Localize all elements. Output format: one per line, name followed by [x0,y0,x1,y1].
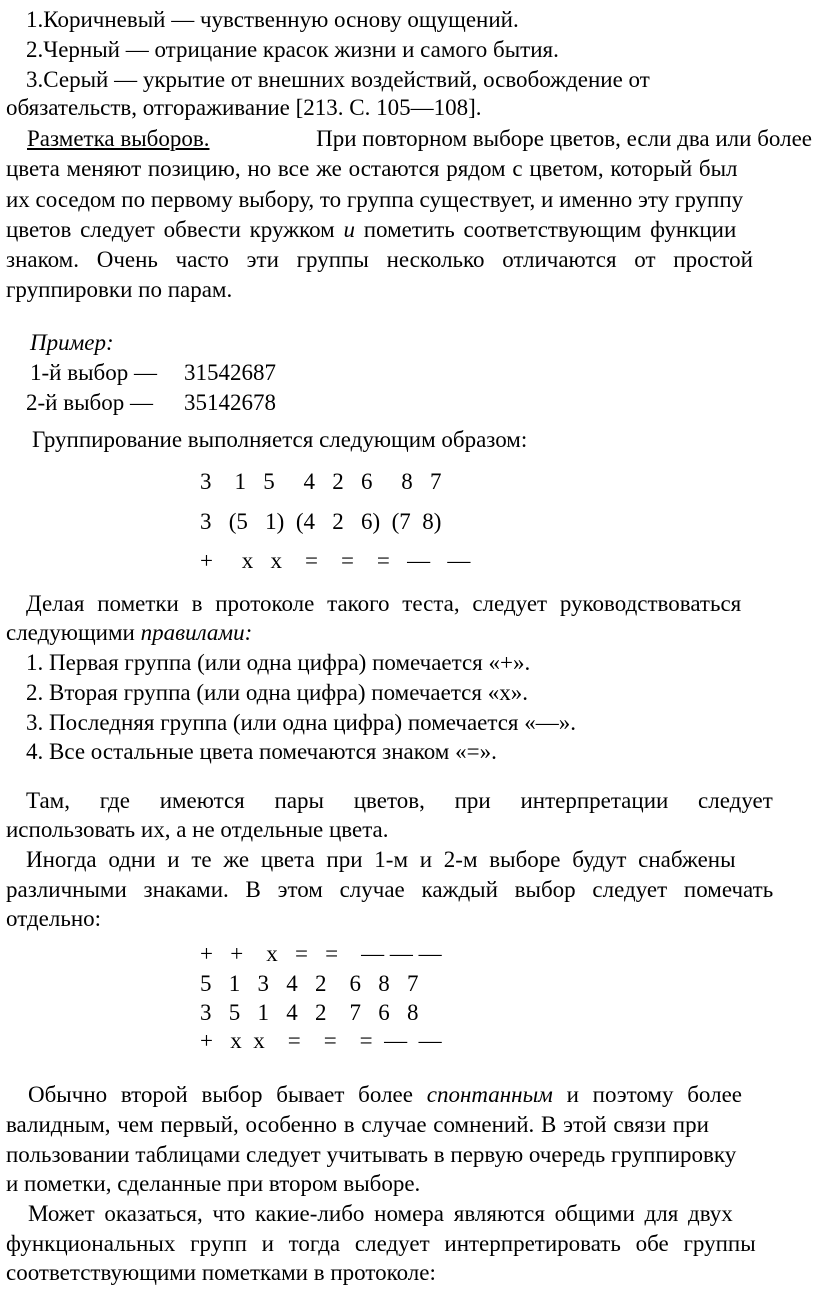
paragraph-text: следующими [6,620,135,645]
paragraph-text: цветов следует обвести кружком [6,217,335,242]
paragraph-text: и поэтому более [566,1082,743,1107]
grouping-intro: Группирование выполняется следующим образом: [32,427,528,452]
list-item-continuation: обязательств, отгораживание [213. С. 105—108]. [6,95,482,120]
rule-number: 4. [26,739,44,764]
paragraph-text: При повторном выборе цветов, если два или более [316,126,812,151]
choice-2-value: 35142678 [184,390,276,415]
list-text: Коричневый — чувственную основу ощущений. [43,7,519,32]
paragraph-text: Обычно второй выбор бывает более [28,1082,413,1107]
paragraph-text: пометить соответствующим функции [363,217,737,242]
paragraph-line: Может оказаться, что какие-либо номера являются общими для двух [28,1201,733,1226]
choice-1-value: 31542687 [184,360,276,385]
paragraph-line: использовать их, а не отдельные цвета. [6,817,389,842]
rule-text: Вторая группа (или одна цифра) помечается «х». [49,680,528,705]
marks-row: + x x = = = — — [200,1028,442,1053]
list-text: Серый — укрытие от внешних воздействий, освобождение от [43,67,650,92]
grouping-row: + x x = = = — — [200,548,471,573]
paragraph-line [6,214,736,245]
list-number: 2. [26,37,44,62]
italic-text: спонтанным [426,1082,553,1107]
rule-item [26,707,576,738]
marks-row: + + x = = — — — [200,941,442,966]
list-item [26,34,559,65]
rule-item [26,736,497,767]
paragraph-line: отдельно: [6,906,102,931]
choice-2-label: 2-й выбор — [26,390,153,415]
paragraph-line: Иногда одни и те же цвета при 1-м и 2-м выборе будут снабжены [26,847,736,872]
paragraph-line [28,1079,742,1110]
paragraph-line: их соседом по первому выбору, то группа существует, и именно эту группу [6,187,744,212]
paragraph-line: Делая пометки в протоколе такого теста, следует руководствоваться [26,591,742,616]
paragraph-line: пользовании таблицами следует учитывать в первую очередь группировку [6,1142,737,1167]
list-number: 3. [26,67,44,92]
grouping-row: 3 1 5 4 2 6 8 7 [200,469,442,494]
paragraph-line: цвета меняют позицию, но все же остаются рядом с цветом, который был [6,156,738,181]
paragraph-line: Там, где имеются пары цветов, при интерпретации следует [26,788,773,813]
list-item [26,64,650,95]
rule-text: Последняя группа (или одна цифра) помечается «—». [49,710,577,735]
paragraph-line: функциональных групп и тогда следует интерпретировать обе группы [6,1231,756,1256]
rule-text: Все остальные цвета помечаются знаком «=». [49,739,497,764]
italic-text: правилами: [140,620,253,645]
list-text: Черный — отрицание красок жизни и самого бытия. [43,37,559,62]
example-label: Пример: [30,330,114,355]
rule-text: Первая группа (или одна цифра) помечается «+». [49,650,531,675]
rule-item [26,677,528,708]
paragraph-line: группировки по парам. [6,277,233,302]
rule-number: 3. [26,710,44,735]
rule-number: 1. [26,650,44,675]
paragraph-line: и пометки, сделанные при втором выборе. [6,1171,421,1196]
paragraph-line: валидным, чем первый, особенно в случае сомнений. В этой связи при [6,1112,709,1137]
marks-row: 5 1 3 4 2 6 8 7 [200,971,419,996]
marks-row: 3 5 1 4 2 7 6 8 [200,1000,419,1025]
list-item [26,4,519,35]
paragraph-line: различными знаками. В этом случае каждый выбор следует помечать [6,877,774,902]
section-heading: Разметка выборов. [27,126,210,151]
italic-text: и [343,217,355,242]
paragraph-line: знаком. Очень часто эти группы несколько отличаются от простой [6,247,753,272]
rule-number: 2. [26,680,44,705]
paragraph-line [6,617,252,648]
grouping-row: 3 (5 1) (4 2 6) (7 8) [200,509,442,534]
choice-1-label: 1-й выбор — [30,360,157,385]
paragraph-line: соответствующими пометками в протоколе: [6,1260,436,1285]
list-number: 1. [26,7,44,32]
paragraph-line [27,123,812,154]
rule-item [26,647,530,678]
